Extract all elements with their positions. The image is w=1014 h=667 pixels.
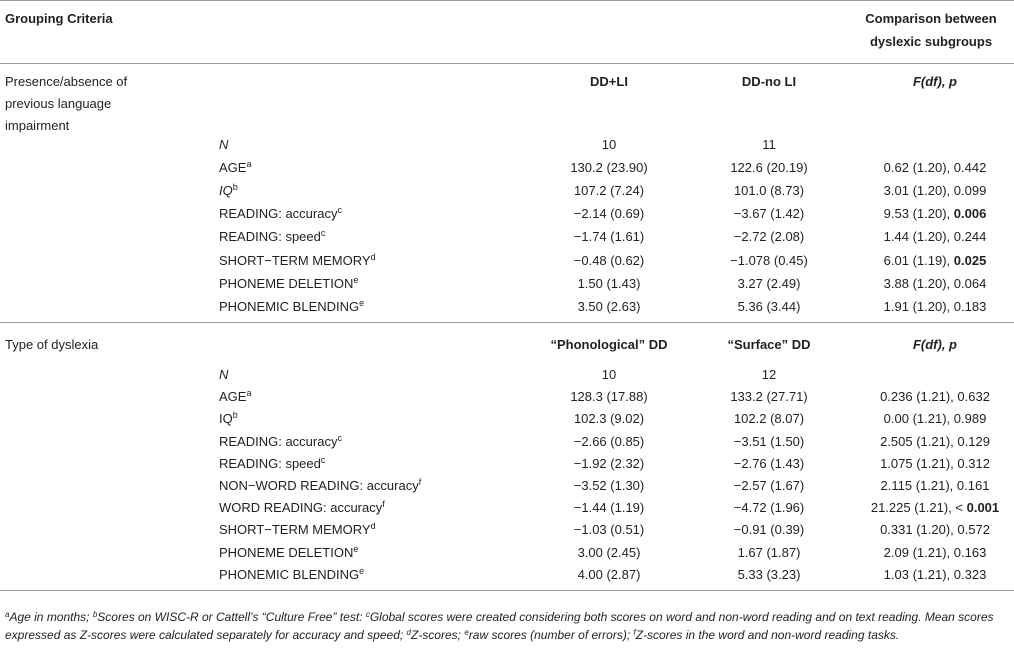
cell-group-a: −1.92 (2.32) (573, 455, 645, 471)
group1-label-line2: previous language (5, 96, 112, 111)
top-rule (0, 0, 1014, 1)
row-label-footnote-marker: d (370, 521, 376, 532)
row-label-text: NON−WORD READING: accuracy (219, 478, 419, 493)
row-label-text: IQ (219, 183, 233, 199)
cell-group-a: 10 (601, 367, 617, 382)
statistic-text: 1.44 (1.20), 0.244 (883, 229, 987, 245)
row-label-footnote-marker: c (337, 205, 342, 216)
row-label-text: N (219, 137, 229, 152)
cell-group-b: 5.33 (3.23) (737, 566, 801, 582)
significant-p-value: 0.006 (953, 206, 987, 222)
statistic-text: 0.00 (1.21), 0.989 (883, 411, 987, 427)
footnote-b: Scores on WISC-R or Cattell’s “Culture Free” test: (97, 610, 366, 624)
footnote-d-marker: d (406, 628, 411, 637)
footnote-e: raw scores (number of errors); (468, 628, 634, 642)
section-divider-rule (0, 322, 1014, 323)
cell-statistic (860, 229, 1010, 245)
row-label (219, 456, 325, 472)
row-label (219, 522, 376, 538)
cell-group-a: −2.14 (0.69) (573, 206, 645, 222)
cell-group-a: 4.00 (2.87) (577, 566, 641, 582)
group2-col-a-header: “Phonological” DD (550, 337, 668, 352)
row-label (219, 567, 364, 583)
row-label-text: AGE (219, 389, 247, 405)
cell-statistic (860, 500, 1010, 516)
footnote-c: Global scores were created considering both scores on word and non-word reading and on text reading. Mean scores expressed as Z-scores were calculated separately for accuracy and speed; (5, 610, 994, 642)
row-label-footnote-marker: b (232, 410, 238, 421)
row-label (219, 299, 364, 315)
statistic-text: 3.01 (1.20), 0.099 (883, 183, 987, 199)
statistic-text: 0.236 (1.21), 0.632 (880, 389, 990, 405)
cell-group-b: 122.6 (20.19) (730, 160, 808, 176)
cell-group-b: 102.2 (8.07) (733, 411, 805, 427)
header-comparison-line1: Comparison between (865, 11, 997, 26)
cell-group-b: 12 (761, 367, 777, 382)
statistic-text: 0.331 (1.20), 0.572 (880, 522, 990, 538)
row-label-footnote-marker: f (382, 499, 385, 510)
cell-group-a: −1.44 (1.19) (573, 500, 645, 516)
row-label (219, 183, 238, 199)
statistic-text: 1.91 (1.20), 0.183 (883, 298, 987, 314)
cell-statistic (860, 389, 1010, 405)
cell-group-a: −1.74 (1.61) (573, 229, 645, 245)
statistic-text: 2.505 (1.21), 0.129 (880, 433, 990, 449)
footnote-f: Z-scores in the word and non-word reading tasks. (635, 628, 900, 642)
row-label-text: PHONEME DELETION (219, 544, 354, 560)
significant-p-value: 0.025 (953, 252, 987, 268)
cell-statistic (860, 478, 1010, 494)
cell-statistic (860, 456, 1010, 472)
row-label-text: SHORT−TERM MEMORY (219, 522, 371, 538)
footnote-e-marker: e (464, 628, 469, 637)
group2-label: Type of dyslexia (5, 337, 99, 352)
cell-group-b: −3.67 (1.42) (733, 206, 805, 222)
row-label (219, 229, 325, 245)
statistic-text: 6.01 (1.19), (883, 252, 954, 268)
statistic-text: 0.62 (1.20), 0.442 (883, 160, 987, 176)
row-label-text: READING: accuracy (219, 206, 338, 222)
statistic-text: 1.03 (1.21), 0.323 (883, 566, 987, 582)
row-label-footnote-marker: d (370, 251, 376, 262)
statistic-text: 2.115 (1.21), 0.161 (880, 478, 990, 493)
cell-statistic (860, 206, 1010, 222)
row-label (219, 434, 342, 450)
table-footnote (5, 608, 1009, 644)
cell-group-b: 101.0 (8.73) (733, 183, 805, 199)
row-label-text: IQ (219, 411, 233, 427)
cell-group-b: 3.27 (2.49) (737, 275, 801, 291)
row-label (219, 478, 421, 494)
significant-p-value: 0.001 (966, 500, 1000, 516)
group1-col-b-header: DD-no LI (741, 74, 797, 89)
row-label-text: PHONEME DELETION (219, 275, 354, 291)
group1-col-a-header: DD+LI (590, 74, 628, 89)
cell-statistic (860, 545, 1010, 561)
cell-group-b: −0.91 (0.39) (733, 522, 805, 538)
row-label-footnote-marker: b (232, 182, 238, 193)
row-label-footnote-marker: e (353, 543, 359, 554)
row-label-footnote-marker: c (337, 432, 342, 443)
footnote-a-marker: a (5, 610, 10, 619)
group1-label-line3: impairment (5, 118, 70, 133)
cell-statistic (860, 567, 1010, 583)
cell-group-a: 10 (601, 137, 617, 152)
statistic-text: 2.09 (1.21), 0.163 (883, 544, 987, 560)
row-label-footnote-marker: c (320, 454, 326, 465)
statistic-text: 9.53 (1.20), (883, 206, 954, 222)
cell-group-a: 128.3 (17.88) (570, 389, 648, 405)
row-label-text: AGE (219, 160, 247, 176)
row-label-footnote-marker: f (418, 477, 422, 487)
row-label-footnote-marker: e (353, 274, 359, 285)
row-label-text: READING: speed (219, 455, 321, 471)
row-label (219, 160, 251, 176)
row-label (219, 137, 228, 153)
header-rule (0, 63, 1014, 64)
cell-statistic (860, 183, 1010, 199)
cell-statistic (860, 160, 1010, 176)
footnote-a: Age in months; (9, 610, 93, 624)
cell-group-b: 1.67 (1.87) (737, 544, 801, 560)
cell-group-b: −2.76 (1.43) (733, 455, 805, 471)
cell-statistic (860, 253, 1010, 269)
row-label (219, 276, 358, 292)
row-label-footnote-marker: e (359, 565, 365, 576)
row-label-text: SHORT−TERM MEMORY (219, 252, 371, 268)
cell-statistic (860, 276, 1010, 292)
row-label (219, 367, 228, 383)
statistic-text: 1.075 (1.21), 0.312 (880, 455, 990, 471)
group1-label-line1: Presence/absence of (5, 74, 128, 89)
cell-group-a: −2.66 (0.85) (573, 433, 645, 449)
cell-group-b: 11 (762, 137, 776, 152)
row-label-text: READING: speed (219, 229, 321, 245)
footnote-c-marker: c (365, 610, 370, 619)
footnote-f-marker: f (633, 628, 636, 637)
row-label (219, 411, 238, 427)
cell-statistic (860, 411, 1010, 427)
cell-group-a: 3.00 (2.45) (577, 544, 641, 560)
cell-group-b: −1.078 (0.45) (730, 252, 808, 268)
row-label-footnote-marker: a (246, 388, 252, 399)
group1-stat-header: F(df), p (912, 74, 958, 89)
row-label-text: PHONEMIC BLENDING (219, 298, 360, 314)
row-label-text: N (219, 367, 229, 382)
cell-group-b: −2.57 (1.67) (733, 478, 805, 493)
row-label-text: PHONEMIC BLENDING (219, 566, 360, 582)
footnote-b-marker: b (92, 610, 98, 619)
row-label-text: READING: accuracy (219, 433, 338, 449)
header-comparison-line2: dyslexic subgroups (869, 34, 993, 49)
group2-stat-header: F(df), p (912, 337, 958, 352)
cell-statistic (860, 299, 1010, 315)
cell-group-a: −0.48 (0.62) (573, 252, 645, 268)
cell-group-b: −3.51 (1.50) (733, 433, 805, 449)
cell-statistic (860, 522, 1010, 538)
row-label-footnote-marker: e (359, 297, 365, 308)
cell-group-a: −1.03 (0.51) (573, 522, 645, 538)
cell-group-b: 5.36 (3.44) (737, 298, 801, 314)
cell-group-a: −3.52 (1.30) (573, 478, 645, 493)
cell-group-a: 1.50 (1.43) (577, 275, 641, 291)
cell-group-a: 130.2 (23.90) (570, 160, 648, 176)
row-label-footnote-marker: c (320, 228, 326, 239)
row-label (219, 500, 385, 516)
statistic-text: 21.225 (1.21), < (870, 500, 967, 516)
cell-group-a: 3.50 (2.63) (577, 298, 641, 314)
cell-group-b: 133.2 (27.71) (730, 389, 808, 405)
group2-col-b-header: “Surface” DD (727, 337, 811, 352)
header-grouping-criteria: Grouping Criteria (5, 11, 113, 26)
cell-group-b: −2.72 (2.08) (733, 229, 805, 245)
table-bottom-rule (0, 590, 1014, 591)
row-label-footnote-marker: a (246, 159, 252, 170)
footnote-d: Z-scores; (410, 628, 465, 642)
cell-group-a: 107.2 (7.24) (573, 183, 645, 199)
cell-group-a: 102.3 (9.02) (573, 411, 645, 427)
statistic-text: 3.88 (1.20), 0.064 (883, 275, 987, 291)
cell-statistic (860, 434, 1010, 450)
row-label (219, 389, 251, 405)
row-label (219, 253, 376, 269)
row-label (219, 545, 358, 561)
cell-group-b: −4.72 (1.96) (733, 500, 805, 516)
row-label-text: WORD READING: accuracy (219, 500, 383, 516)
row-label (219, 206, 342, 222)
